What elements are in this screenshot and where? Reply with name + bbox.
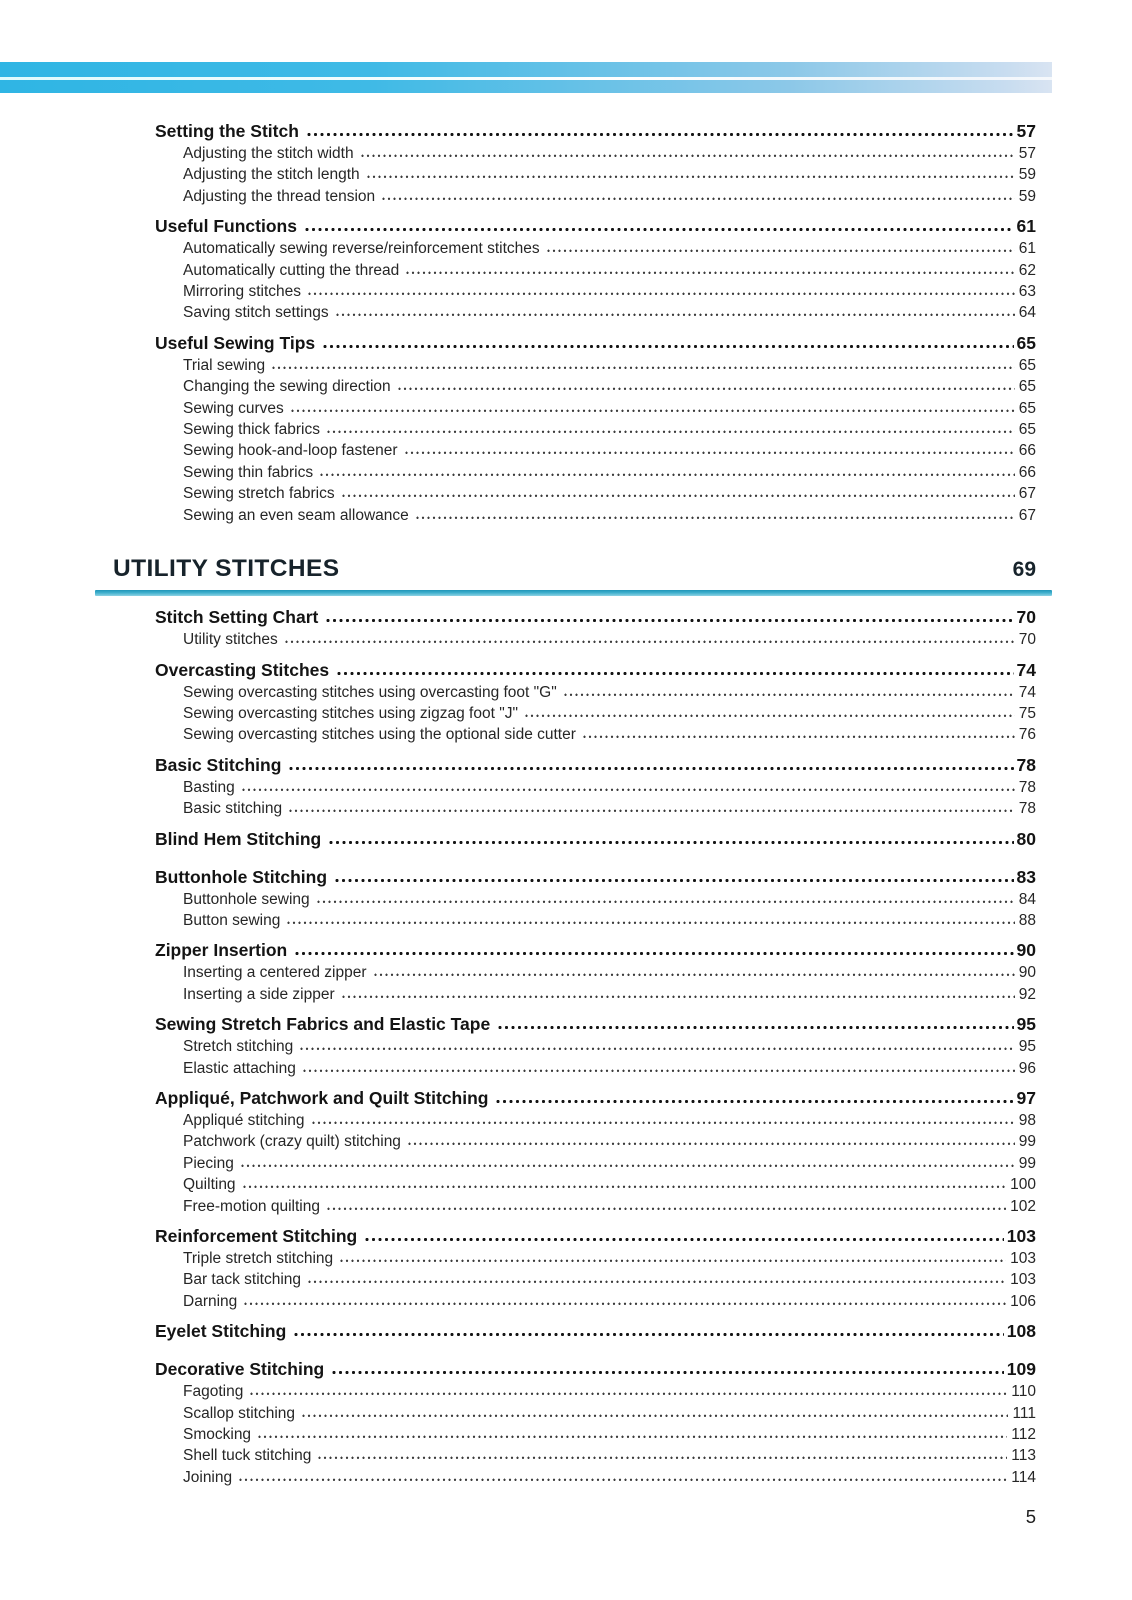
entry-label: Shell tuck stitching [183,1447,312,1465]
entry-label: Joining [183,1468,233,1486]
entry-label: Overcasting Stitches [155,659,330,680]
entry-label: Triple stretch stitching [183,1250,334,1267]
toc-entry-row [113,302,1036,323]
entry-page-number: 78 [1016,754,1036,775]
entry-page-number: 102 [1010,1197,1036,1215]
toc-entry-row [113,440,1036,461]
entry-page-number: 98 [1018,1111,1036,1129]
footer-page-number: 5 [1025,1506,1036,1527]
dot-leader [250,1391,1007,1396]
toc-entry-row [113,119,1036,143]
toc-entry-row [113,605,1036,629]
toc-entry-row [113,331,1036,355]
entry-page-number: 103 [1006,1226,1036,1246]
toc-entry-row [113,962,1036,983]
toc-entry-row [113,1269,1036,1290]
dot-leader [361,153,1015,158]
entry-page-number: 65 [1018,356,1036,374]
entry-label: Zipper Insertion [155,940,288,961]
dot-leader [326,618,1013,623]
entry-label: Sewing stretch fabrics [183,485,335,503]
dot-leader [241,1163,1015,1168]
chapter-title: UTILITY STITCHES [113,555,340,583]
entry-page-number: 65 [1018,378,1036,396]
toc-entry-row [113,281,1036,302]
dot-leader [496,1099,1013,1104]
toc-entry-row [113,629,1036,650]
toc-entry-row [113,724,1036,745]
entry-label: Sewing thin fabrics [183,463,314,481]
entry-label: Decorative Stitching [155,1359,325,1380]
dot-leader [405,450,1015,455]
entry-page-number: 113 [1011,1447,1036,1465]
entry-label: Bar tack stitching [183,1271,302,1289]
dot-leader [287,920,1014,925]
toc-entry-row [113,865,1036,889]
dot-leader [335,878,1013,883]
entry-page-number: 61 [1018,240,1036,258]
entry-label: Sewing thick fabrics [183,421,320,439]
toc-entry-row [113,703,1036,724]
toc-entry-row [113,1196,1036,1217]
chapter-divider-rule [95,590,1052,596]
toc-entry-row [113,1381,1036,1402]
toc-entry-row [113,214,1036,238]
dot-leader [382,196,1015,201]
dot-leader [289,766,1013,771]
toc-entry-row [113,238,1036,259]
toc-entry-row [113,798,1036,819]
entry-label: Sewing overcasting stitches using zigzag foot "J" [183,704,518,722]
dot-leader [406,270,1014,275]
dot-leader [332,1370,1004,1375]
entry-label: Automatically cutting the thread [183,261,400,279]
toc-entry-row [113,1153,1036,1174]
entry-label: Smocking [183,1426,252,1444]
header-bar-shine-line [0,77,1052,80]
entry-page-number: 61 [1016,216,1036,237]
entry-page-number: 96 [1018,1059,1036,1077]
entry-page-number: 78 [1018,778,1036,796]
toc-entry-row [113,1467,1036,1488]
entry-label: Sewing curves [183,399,284,417]
entry-page-number: 66 [1018,463,1036,481]
entry-page-number: 84 [1018,890,1036,908]
entry-label: Changing the sewing direction [183,378,391,396]
header-gradient-bar [0,62,1052,93]
entry-page-number: 70 [1018,631,1036,649]
entry-page-number: 114 [1011,1468,1036,1486]
entry-page-number: 111 [1012,1404,1036,1422]
entry-page-number: 109 [1006,1359,1036,1380]
entry-label: Quilting [183,1176,236,1194]
entry-page-number: 66 [1018,442,1036,460]
entry-page-number: 65 [1016,332,1036,353]
entry-page-number: 95 [1016,1014,1036,1035]
dot-leader [525,713,1015,718]
dot-leader [291,408,1015,413]
entry-label: Button sewing [183,911,281,929]
entry-label: Elastic attaching [183,1059,296,1077]
toc-entry-row [113,1445,1036,1466]
dot-leader [323,344,1013,349]
entry-page-number: 67 [1018,506,1036,524]
toc-entry-row [113,398,1036,419]
toc-entry-row [113,260,1036,281]
entry-page-number: 75 [1018,704,1036,722]
entry-page-number: 78 [1018,800,1036,818]
dot-leader [408,1141,1015,1146]
dot-leader [307,132,1014,137]
entry-page-number: 57 [1018,145,1036,162]
entry-label: Sewing overcasting stitches using the optional side cutter [183,726,576,744]
dot-leader [329,840,1013,845]
entry-page-number: 95 [1018,1038,1036,1056]
toc-entry-row [113,1424,1036,1445]
entry-label: Automatically sewing reverse/reinforcement stitches [183,240,540,258]
entry-label: Scallop stitching [183,1404,296,1422]
toc-entry-row [113,1012,1036,1036]
entry-page-number: 99 [1018,1154,1036,1172]
dot-leader [242,787,1015,792]
entry-label: Appliqué, Patchwork and Quilt Stitching [155,1087,489,1108]
entry-label: Buttonhole sewing [183,890,310,908]
entry-label: Adjusting the stitch width [183,145,354,162]
entry-page-number: 97 [1016,1087,1036,1108]
entry-label: Stitch Setting Chart [155,607,319,628]
entry-label: Useful Functions [155,216,297,237]
entry-label: Inserting a centered zipper [183,964,367,982]
chapter-heading-row [113,553,1036,586]
entry-page-number: 80 [1016,828,1036,849]
entry-page-number: 99 [1018,1133,1036,1151]
toc-entry-row [113,1110,1036,1131]
entry-page-number: 83 [1016,866,1036,887]
dot-leader [289,808,1015,813]
entry-label: Blind Hem Stitching [155,828,322,849]
dot-leader [312,1120,1015,1125]
dot-leader [318,1455,1007,1460]
dot-leader [320,472,1015,477]
toc-entry-row [113,827,1036,851]
toc-entry-row [113,1131,1036,1152]
entry-label: Basting [183,778,235,796]
dot-leader [416,515,1015,520]
dot-leader [337,671,1013,676]
toc-entry-row [113,682,1036,703]
entry-page-number: 108 [1006,1321,1036,1342]
dot-leader [340,1258,1006,1263]
dot-leader [547,248,1015,253]
toc-entry-row [113,1224,1036,1248]
dot-leader [564,692,1015,697]
entry-page-number: 59 [1018,187,1036,205]
dot-leader [583,734,1015,739]
dot-leader [317,899,1015,904]
toc-entry-row [113,1403,1036,1424]
entry-page-number: 76 [1018,726,1036,744]
toc-entry-row [113,483,1036,504]
entry-page-number: 74 [1018,683,1036,701]
entry-label: Sewing hook-and-loop fastener [183,442,398,460]
entry-label: Basic stitching [183,800,283,818]
toc-entry-row [113,658,1036,682]
dot-leader [243,1184,1007,1189]
entry-page-number: 69 [1012,558,1036,582]
entry-page-number: 64 [1018,304,1036,322]
toc-entry-row [113,1319,1036,1343]
toc-entry-row [113,462,1036,483]
entry-label: Inserting a side zipper [183,985,335,1003]
entry-label: Adjusting the thread tension [183,187,376,205]
dot-leader [258,1434,1007,1439]
toc-entry-row [113,1357,1036,1381]
entry-page-number: 112 [1011,1426,1036,1444]
toc-entry-row [113,938,1036,962]
entry-label: Adjusting the stitch length [183,166,360,184]
toc-entry-row [113,419,1036,440]
dot-leader [272,365,1015,370]
entry-page-number: 90 [1018,964,1036,982]
dot-leader [327,1206,1006,1211]
entry-label: Eyelet Stitching [155,1321,287,1342]
entry-label: Patchwork (crazy quilt) stitching [183,1133,401,1151]
dot-leader [398,386,1015,391]
dot-leader [294,1332,1004,1337]
entry-label: Sewing an even seam allowance [183,506,409,524]
entry-label: Reinforcement Stitching [155,1226,358,1246]
entry-page-number: 103 [1010,1250,1036,1267]
entry-label: Saving stitch settings [183,304,329,322]
toc-entry-row [113,1036,1036,1057]
dot-leader [300,1046,1014,1051]
entry-page-number: 62 [1018,261,1036,279]
toc-entry-row [113,164,1036,185]
toc-entry-row [113,143,1036,164]
dot-leader [367,174,1015,179]
entry-page-number: 90 [1016,940,1036,961]
toc-entry-row [113,505,1036,526]
toc-entry-row [113,889,1036,910]
toc-entry-row [113,1058,1036,1079]
dot-leader [305,227,1014,232]
entry-page-number: 59 [1018,166,1036,184]
entry-page-number: 70 [1016,607,1036,628]
entry-page-number: 63 [1018,283,1036,301]
entry-label: Setting the Stitch [155,121,299,141]
dot-leader [342,493,1015,498]
dot-leader [327,429,1015,434]
entry-label: Mirroring stitches [183,283,301,301]
entry-label: Sewing overcasting stitches using overcasting foot "G" [183,683,557,701]
entry-page-number: 65 [1018,399,1036,417]
entry-page-number: 67 [1018,485,1036,503]
dot-leader [308,1279,1006,1284]
toc-list [113,112,1036,1488]
entry-label: Sewing Stretch Fabrics and Elastic Tape [155,1014,491,1035]
entry-page-number: 106 [1010,1292,1036,1310]
entry-label: Basic Stitching [155,754,282,775]
entry-page-number: 103 [1010,1271,1036,1289]
entry-label: Stretch stitching [183,1038,294,1056]
dot-leader [336,312,1015,317]
dot-leader [342,994,1015,999]
entry-label: Buttonhole Stitching [155,866,328,887]
toc-entry-row [113,1086,1036,1110]
dot-leader [302,1413,1008,1418]
entry-page-number: 88 [1018,911,1036,929]
dot-leader [244,1301,1006,1306]
dot-leader [295,951,1013,956]
dot-leader [498,1025,1013,1030]
entry-label: Appliqué stitching [183,1111,305,1129]
dot-leader [303,1068,1015,1073]
entry-label: Fagoting [183,1383,244,1401]
toc-entry-row [113,777,1036,798]
toc-entry-row [113,1248,1036,1269]
entry-page-number: 100 [1010,1176,1036,1194]
dot-leader [239,1477,1007,1482]
entry-page-number: 74 [1016,659,1036,680]
dot-leader [308,291,1015,296]
entry-page-number: 92 [1018,985,1036,1003]
dot-leader [365,1237,1004,1242]
entry-label: Useful Sewing Tips [155,332,316,353]
toc-entry-row [113,186,1036,207]
entry-label: Utility stitches [183,631,278,649]
toc-entry-row [113,1291,1036,1312]
toc-entry-row [113,753,1036,777]
toc-entry-row [113,910,1036,931]
entry-label: Free-motion quilting [183,1197,320,1215]
dot-leader [285,639,1015,644]
entry-page-number: 110 [1011,1383,1036,1401]
toc-entry-row [113,376,1036,397]
entry-label: Trial sewing [183,356,266,374]
entry-label: Darning [183,1292,238,1310]
entry-page-number: 65 [1018,421,1036,439]
dot-leader [374,972,1015,977]
entry-page-number: 57 [1016,121,1036,141]
toc-entry-row [113,984,1036,1005]
toc-entry-row [113,355,1036,376]
entry-label: Piecing [183,1154,234,1172]
toc-entry-row [113,1174,1036,1195]
